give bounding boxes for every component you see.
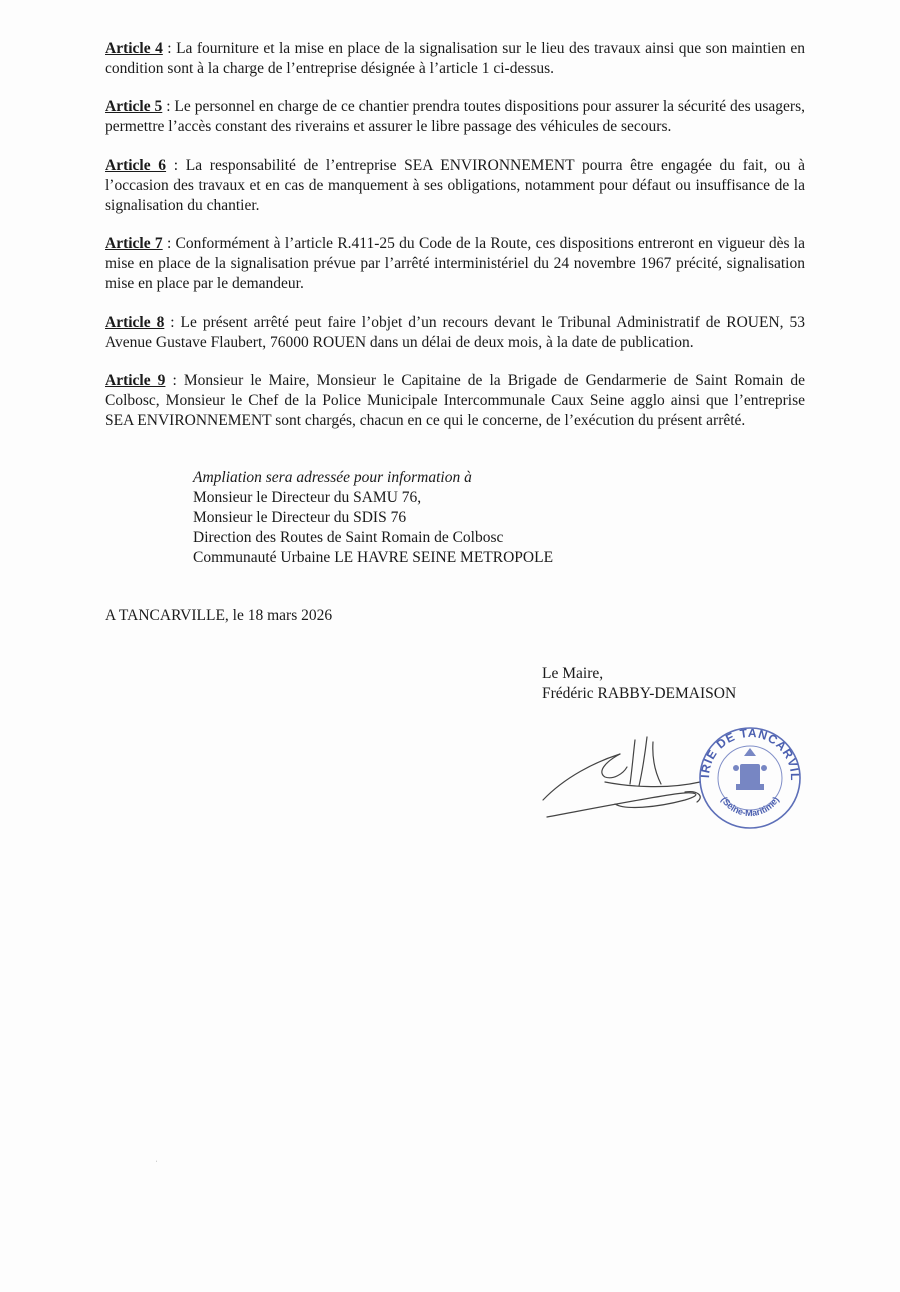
article-7-label: Article 7 bbox=[105, 235, 163, 252]
article-5 bbox=[105, 97, 805, 137]
signature-area bbox=[535, 722, 815, 834]
signatory-title: Le Maire, bbox=[542, 665, 604, 682]
place-date: A TANCARVILLE, le 18 mars 2026 bbox=[105, 607, 333, 624]
ampliation-intro: Ampliation sera adressée pour information à bbox=[193, 469, 472, 486]
article-9-label: Article 9 bbox=[105, 372, 166, 389]
article-8-text: : Le présent arrêté peut faire l’objet d’un recours devant le Tribunal Administratif de ROUEN, 53 Avenue Gustave Flaubert, 76000 ROUEN dans un délai de deux mois, à la date de publication. bbox=[105, 314, 805, 351]
signatory-name: Frédéric RABBY-DEMAISON bbox=[542, 685, 737, 702]
article-9 bbox=[105, 371, 805, 431]
mairie-stamp-icon bbox=[698, 726, 802, 828]
article-6-label: Article 6 bbox=[105, 157, 167, 174]
stamp-emblem-icon bbox=[733, 748, 767, 790]
stamp-top-text: IRIE DE TANCARVIL bbox=[697, 725, 803, 782]
handwritten-signature-icon bbox=[543, 737, 700, 817]
article-5-text: : Le personnel en charge de ce chantier prendra toutes dispositions pour assurer la sécurité des usagers, permettre l’accès constant des riverains et assurer le libre passage des véhicules de secours. bbox=[105, 98, 805, 135]
article-9-text: : Monsieur le Maire, Monsieur le Capitaine de la Brigade de Gendarmerie de Saint Romain de Colbosc, Monsieur le Chef de la Police Municipale Intercommunale Caux Seine agglo ainsi que l’entreprise SEA ENVIRONNEMENT sont chargés, chacun en ce qui le concerne, de l’exécution du présent arrêté. bbox=[105, 372, 805, 429]
ampliation-recipient: Direction des Routes de Saint Romain de Colbosc bbox=[193, 529, 504, 546]
article-8-label: Article 8 bbox=[105, 314, 165, 331]
article-4-label: Article 4 bbox=[105, 40, 163, 57]
ampliation-recipient: Monsieur le Directeur du SAMU 76, bbox=[193, 489, 422, 506]
article-6-text: : La responsabilité de l’entreprise SEA ENVIRONNEMENT pourra être engagée du fait, ou à l’occasion des travaux et en cas de manquement à ses obligations, notamment pour défaut ou insuffisance de la signalisation du chantier. bbox=[105, 157, 805, 214]
signatory-block bbox=[542, 664, 736, 704]
article-4 bbox=[105, 39, 805, 79]
article-5-label: Article 5 bbox=[105, 98, 163, 115]
article-8 bbox=[105, 313, 805, 353]
article-6 bbox=[105, 156, 805, 216]
scan-speck: ˌ bbox=[155, 1153, 158, 1162]
ampliation-recipient: Monsieur le Directeur du SDIS 76 bbox=[193, 509, 407, 526]
stamp-bottom-text: (Seine-Maritime) bbox=[719, 795, 781, 819]
article-7 bbox=[105, 234, 805, 294]
article-4-text: : La fourniture et la mise en place de la signalisation sur le lieu des travaux ainsi que son maintien en condition sont à la charge de l’entreprise désignée à l’article 1 ci-dessus. bbox=[105, 40, 805, 77]
signature-svg bbox=[535, 722, 815, 834]
ampliation-recipient: Communauté Urbaine LE HAVRE SEINE METROPOLE bbox=[193, 549, 554, 566]
article-7-text: : Conformément à l’article R.411-25 du Code de la Route, ces dispositions entreront en vigueur dès la mise en place de la signalisation prévue par l’arrêté interministériel du 24 novembre 1967 précité, signalisation mise en place par le demandeur. bbox=[105, 235, 805, 292]
ampliation-block bbox=[193, 468, 553, 568]
